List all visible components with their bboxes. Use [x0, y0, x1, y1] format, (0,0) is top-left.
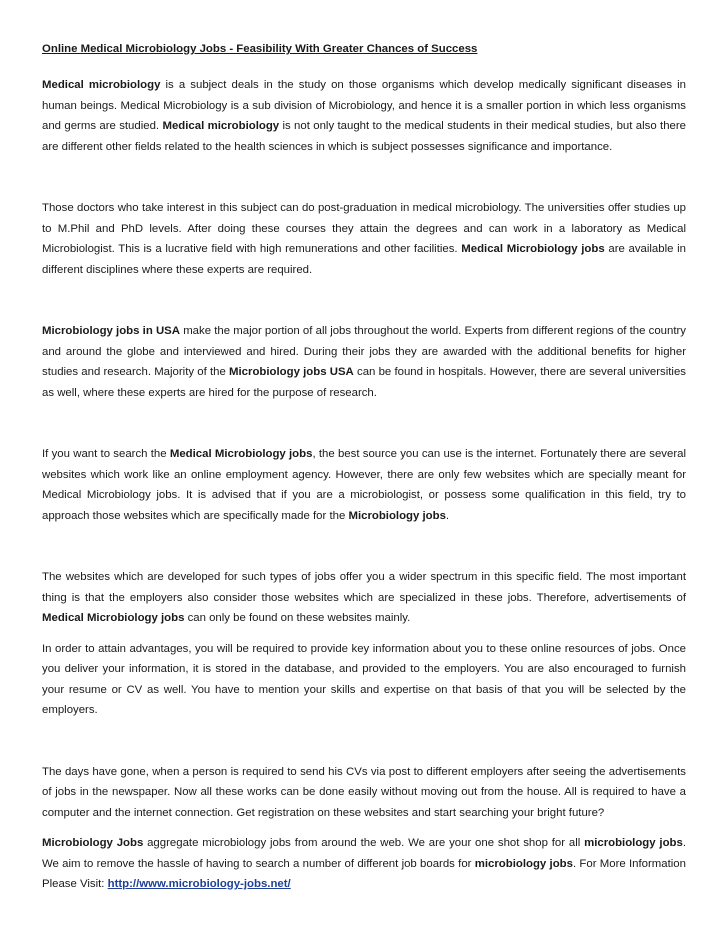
paragraph-text: . For More Information Please Visit:: [42, 857, 686, 890]
website-link[interactable]: http://www.microbiology-jobs.net/: [107, 878, 291, 890]
paragraph-text: . We aim to remove the hassle of having to search a number of different job boards for: [42, 837, 686, 870]
bold-term: Microbiology jobs: [348, 509, 446, 522]
paragraph-text: can be found in hospitals. However, there are several universities as well, where these experts are hired for the purpose of research.: [42, 366, 686, 399]
document-page: [42, 42, 686, 895]
bold-term: Microbiology jobs USA: [229, 366, 354, 378]
paragraph-text: is not only taught to the medical students in their medical studies, but also there are different other fields related to the health sciences in which is subject possesses significance and importance.: [42, 120, 686, 153]
bold-term: Microbiology jobs in USA: [42, 325, 181, 337]
paragraph-7: [42, 762, 686, 824]
bold-term: Medical microbiology: [42, 79, 161, 91]
paragraph-text: The days have gone, when a person is required to send his CVs via post to different employers after seeing the advertisements of jobs in the newspaper. Now all these works can be done easily without moving out from the house. All is required to have a computer and the internet connection. Get registration on these websites and start searching your bright future?: [42, 765, 686, 819]
paragraph-1: [42, 75, 686, 157]
bold-term: Medical Microbiology jobs: [461, 243, 605, 255]
paragraph-2: [42, 198, 686, 280]
document-title: Online Medical Microbiology Jobs - Feasibility With Greater Chances of Success: [42, 43, 478, 55]
paragraph-text: make the major portion of all jobs throughout the world. Experts from different regions of the country and around the globe and interviewed and hired. During their jobs they are awarded with the additional benefits for higher studies and research. Majority of the: [42, 325, 686, 378]
bold-term: Medical microbiology: [162, 120, 280, 132]
paragraph-text: The websites which are developed for such types of jobs offer you a wider spectrum in this specific field. The most important thing is that the employers also consider those websites which are specialized in these jobs. Therefore, advertisements of: [42, 571, 686, 604]
bold-term: microbiology jobs: [474, 857, 573, 870]
paragraph-text: .: [445, 509, 450, 522]
paragraph-text: In order to attain advantages, you will be required to provide key information about you to these online resources of jobs. Once you deliver your information, it is stored in the database, and provided to the employers. You are also encouraged to furnish your resume or CV as well. You have to mention your skills and expertise on that basis of that you will be selected by the employers.: [42, 642, 686, 716]
paragraph-text: can only be found on these websites mainly.: [184, 612, 411, 624]
paragraph-4: [42, 444, 686, 526]
paragraph-3: [42, 321, 686, 403]
paragraph-8: [42, 833, 686, 895]
bold-term: Medical Microbiology jobs: [169, 448, 313, 460]
paragraph-text: If you want to search the: [42, 448, 170, 460]
bold-term: microbiology jobs: [584, 837, 683, 849]
paragraph-5: [42, 567, 686, 629]
paragraph-text: aggregate microbiology jobs from around the web. We are your one shot shop for all: [143, 837, 585, 849]
paragraph-text: are available in different disciplines where these experts are required.: [42, 243, 686, 276]
paragraph-6: [42, 639, 686, 721]
paragraph-text: Those doctors who take interest in this subject can do post-graduation in medical microbiology. The universities offer studies up to M.Phil and PhD levels. After doing these courses they attain the degrees and can work in a laboratory as Medical Microbiologist. This is a lucrative field with high remunerations and other facilities.: [42, 202, 686, 255]
bold-term: Microbiology Jobs: [42, 837, 144, 849]
paragraph-text: is a subject deals in the study on those organisms which develop medically significant diseases in human beings. Medical Microbiology is a sub division of Microbiology, and hence it is a smaller portion in which less organisms and germs are studied.: [42, 79, 686, 132]
paragraph-text: , the best source you can use is the internet. Fortunately there are several websites which work like an online employment agency. However, there are only few websites which are specially meant for Medical Microbiology jobs. It is advised that if you are a microbiologist, or possess some qualification in this field, try to approach those websites which are specifically made for the: [42, 448, 686, 522]
bold-term: Medical Microbiology jobs: [42, 612, 185, 624]
